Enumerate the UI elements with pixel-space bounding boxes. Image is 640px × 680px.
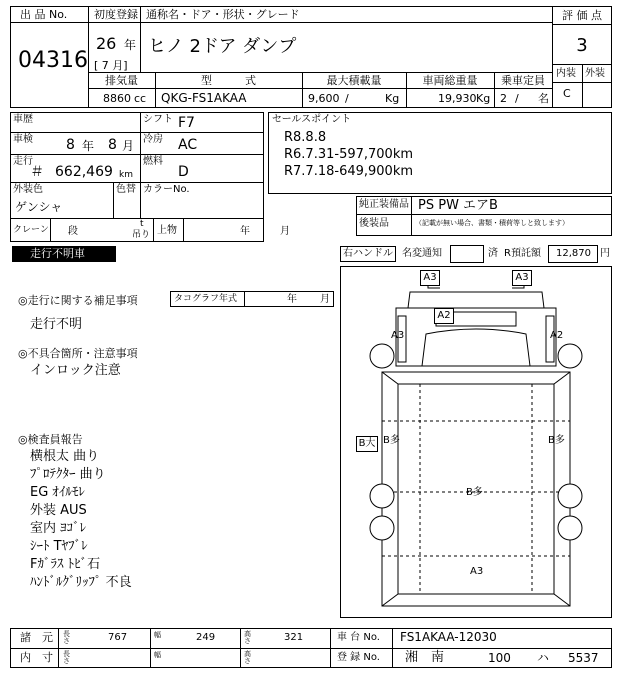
gross-weight-label: 車両総重量 xyxy=(422,74,478,87)
capacity-unit: 名 xyxy=(538,92,549,105)
mileage-unit: km xyxy=(119,170,133,180)
interior-label: 内装 xyxy=(556,68,576,79)
aftermarket-label: 後装品 xyxy=(359,218,389,229)
max-load-value: 9,600 xyxy=(308,92,340,105)
gross-weight-unit: Kg xyxy=(476,92,491,105)
first-reg-month-bracket: [ 7 月] xyxy=(94,59,128,72)
aftermarket-note: （記載が無い場合、書類・積荷等しと致します） xyxy=(415,219,569,227)
height-value: 321 xyxy=(284,632,304,643)
capacity-value: 2 xyxy=(500,92,507,105)
lot-number: 04316 xyxy=(18,48,88,73)
damage-tag-b-many-left: B多 xyxy=(383,435,400,446)
first-reg-year: 26 xyxy=(96,34,117,53)
inspection-label: 車検 xyxy=(13,134,33,145)
status-text: 走行不明車 xyxy=(30,247,85,260)
damage-tag-b-many-right: B多 xyxy=(548,435,565,446)
tachograph-year: 年 xyxy=(287,294,297,305)
ext-color-value: ゲンシャ xyxy=(15,200,63,214)
history-label: 車歴 xyxy=(13,114,33,125)
rating-score: 3 xyxy=(576,35,588,56)
recycle-unit: 円 xyxy=(600,248,610,259)
running-notes-label: ◎走行に関する補足事項 xyxy=(18,294,138,307)
damage-tag-a2-roof: A2 xyxy=(434,308,454,324)
tachograph-month: 月 xyxy=(320,294,330,305)
inspector-item: Fｶﾞﾗｽ ﾄﾋﾞ石 xyxy=(30,557,101,572)
color-no-label: カラーNo. xyxy=(143,184,190,195)
ext-color-label: 外装色 xyxy=(13,184,43,195)
rating-label: 評 価 点 xyxy=(562,9,602,22)
lot-no-label: 出 品 No. xyxy=(20,8,68,21)
loading-year: 年 xyxy=(240,226,250,237)
sales-point-line: R7.7.18-649,900km xyxy=(284,164,414,179)
displacement-label: 排気量 xyxy=(105,74,138,87)
inspector-item: ﾊﾝﾄﾞﾙｸﾞﾘｯﾌﾟ 不良 xyxy=(30,575,132,590)
crane-hang: 吊り xyxy=(132,230,151,240)
capacity-label: 乗車定員 xyxy=(501,74,545,87)
defect-notes-text: インロック注意 xyxy=(30,363,121,378)
recycle-label: R預託額 xyxy=(504,248,541,259)
sales-point-line: R8.8.8 xyxy=(284,130,327,145)
displacement-value: 8860 xyxy=(103,92,131,105)
color-change-label: 色替 xyxy=(116,184,136,195)
shift-label: シフト xyxy=(143,114,173,125)
recycle-amount: 12,870 xyxy=(556,248,591,259)
shift-value: F7 xyxy=(178,115,195,131)
length-label: 長さ xyxy=(63,630,70,645)
mileage-value: 662,469 xyxy=(55,164,113,180)
width-label: 幅 xyxy=(154,631,161,639)
inspector-item: 横根太 曲り xyxy=(30,449,100,464)
model-value: QKG-FS1AKAA xyxy=(161,91,247,105)
inspection-month-unit: 月 xyxy=(122,139,135,153)
gross-weight-value: 19,930 xyxy=(438,92,477,105)
inspection-month: 8 xyxy=(108,137,117,153)
displacement-unit: cc xyxy=(134,92,147,105)
registration-class: 100 xyxy=(488,651,511,665)
loading-label: 上物 xyxy=(157,225,177,236)
inspector-item: 外装 AUS xyxy=(30,503,87,518)
registration-number: 5537 xyxy=(568,651,599,665)
exterior-label: 外装 xyxy=(585,68,605,79)
inspector-item: 室内 ﾖｺﾞﾚ xyxy=(30,521,87,536)
damage-tag-b-large: B大 xyxy=(356,436,378,452)
running-notes-text: 走行不明 xyxy=(30,317,83,332)
inspector-item: ﾌﾟﾛﾃｸﾀｰ 曲り xyxy=(30,467,106,482)
damage-tag-b-many-bed: B多 xyxy=(466,487,483,498)
recycle-status: 済 xyxy=(488,248,498,259)
inspector-item: ｼｰﾄ Tﾔﾌﾞﾚ xyxy=(30,539,88,554)
inner-height-label: 高さ xyxy=(244,650,251,665)
length-value: 767 xyxy=(108,632,128,643)
inner-length-label: 長さ xyxy=(63,650,70,665)
genuine-equipment-label: 純正装備品 xyxy=(359,199,409,210)
name-change-notice: 名変通知 xyxy=(402,248,442,259)
dims-label: 諸 元 xyxy=(20,631,53,644)
capacity-sep: / xyxy=(515,92,519,105)
loading-month: 月 xyxy=(280,226,290,237)
crane-label: クレーン xyxy=(13,225,49,235)
first-reg-year-unit: 年 xyxy=(124,38,137,52)
chassis-label: 車 台 No. xyxy=(337,632,380,643)
crane-t: t xyxy=(140,219,144,229)
max-load-unit: Kg xyxy=(385,92,400,105)
first-reg-label: 初度登録 xyxy=(94,8,138,21)
height-label: 高さ xyxy=(244,630,251,645)
registration-kana: ハ xyxy=(537,651,550,665)
vehicle-name-label: 通称名・ドア・形状・グレード xyxy=(146,8,300,21)
max-load-sep: / xyxy=(345,92,349,105)
first-reg-month: 7 xyxy=(101,59,109,72)
crane-stage: 段 xyxy=(68,226,78,237)
mileage-prefix: ＃ xyxy=(30,164,44,180)
fuel-label: 燃料 xyxy=(143,156,163,167)
damage-tag-a3-top-right: A3 xyxy=(512,270,532,286)
inspection-year: 8 xyxy=(66,137,75,153)
inner-dims-label: 内 寸 xyxy=(20,651,53,664)
vehicle-name: ヒノ 2ドア ダンプ xyxy=(148,36,297,57)
ac-value: AC xyxy=(178,137,198,153)
inner-width-label: 幅 xyxy=(154,651,161,659)
damage-tag-a3-left: A3 xyxy=(391,330,405,341)
inspection-year-unit: 年 xyxy=(82,139,95,153)
max-load-label: 最大積載量 xyxy=(326,74,382,87)
mileage-label: 走行 xyxy=(13,156,33,167)
interior-grade: C xyxy=(563,87,571,100)
right-handle: 右ハンドル xyxy=(343,248,393,259)
inspector-item: EG ｵｲﾙﾓﾚ xyxy=(30,485,85,500)
registration-area: 湘 南 xyxy=(405,650,445,665)
tachograph-label: タコグラフ年式 xyxy=(174,294,238,304)
name-change-box xyxy=(450,245,484,263)
model-label: 型 式 xyxy=(201,74,256,87)
fuel-value: D xyxy=(178,164,189,180)
damage-tag-a2-right: A2 xyxy=(550,330,564,341)
sales-points-label: セールスポイント xyxy=(272,114,352,125)
genuine-equipment-value: PS PW エアB xyxy=(418,198,498,213)
defect-notes-label: ◎不具合箇所・注意事項 xyxy=(18,347,138,360)
inspector-report-label: ◎検査員報告 xyxy=(18,433,83,446)
damage-tag-a3-top-left: A3 xyxy=(420,270,440,286)
ac-label: 冷房 xyxy=(143,134,163,145)
damage-tag-a3-bottom: A3 xyxy=(470,566,484,577)
sales-point-line: R6.7.31-597,700km xyxy=(284,147,414,162)
chassis-number: FS1AKAA-12030 xyxy=(400,630,497,644)
registration-label: 登 録 No. xyxy=(337,652,380,663)
width-value: 249 xyxy=(196,632,216,643)
